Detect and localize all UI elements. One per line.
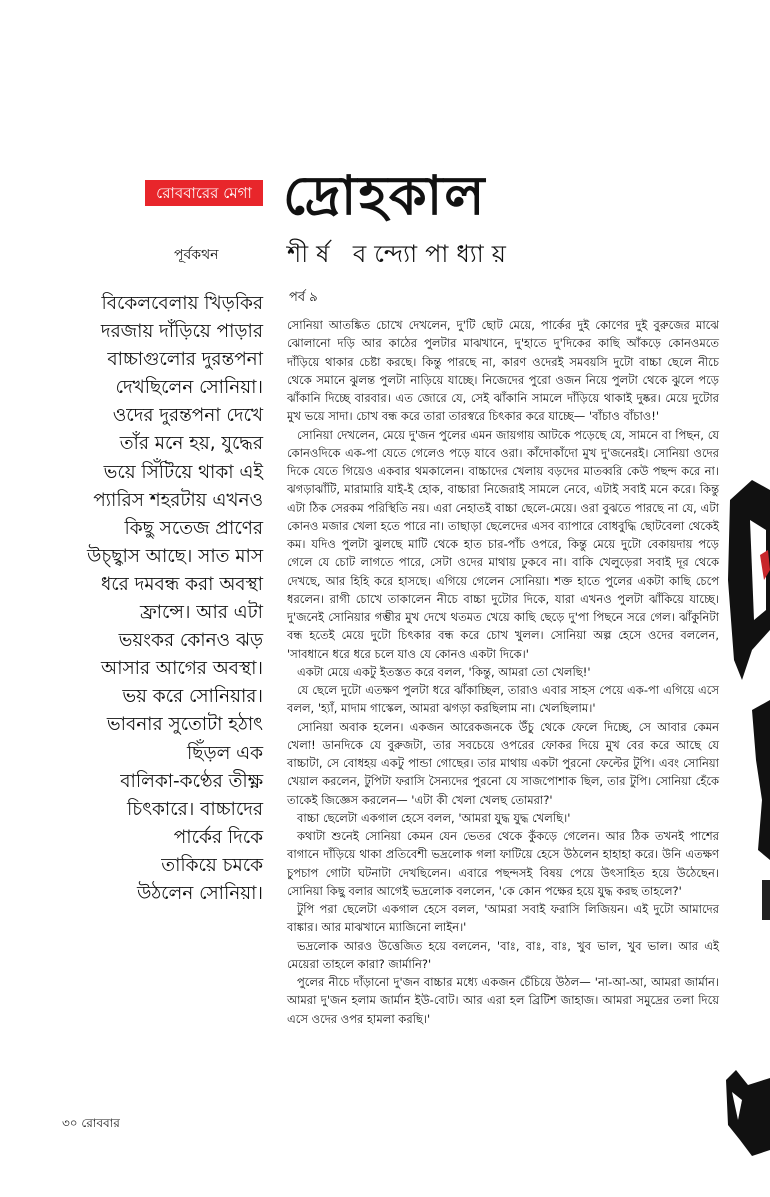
paragraph: সোনিয়া আতঙ্কিত চোখে দেখলেন, দু'টি ছোট মেয়ে, পার্কের দুই কোণের দুই বুরুজের মাঝে ঝোলানো দড়ি আর কাঠের পুলটার মাঝখানে, দু'হাতে দু'দিকের কাছি আঁকড়ে কোনওমতে দাঁড়িয়ে থাকার চেষ্টা করছে। কিন্তু পারছে না, কারণ ওদেরই সমবয়সি দুটো বাচ্চা ছেলে নীচে থেকে সমানে ঝুলন্ত পুলটা নাড়িয়ে যাচ্ছে। নিজেদের পুরো ওজন নিয়ে পুলটা থেকে ঝুলে পড়ে ঝাঁকানি দিচ্ছে বারবার। এত জোরে যে, সেই ঝাঁকানি সামলে দাঁড়িয়ে থাকাই দুষ্কর। মেয়ে দুটোর মুখ ভয়ে সাদা। চোখ বন্ধ করে তারা তারস্বরে চিৎকার করে যাচ্ছে— 'বাঁচাও বাঁচাও!' [287,318,719,424]
section-tag: রোববারের মেগা [145,180,263,206]
pull-quote-line: দরজায় দাঁড়িয়ে পাড়ার [100,321,263,343]
paragraph: টুপি পরা ছেলেটা একগাল হেসে বলল, 'আমরা সবাই ফরাসি লিজিয়ন। এই দুটো আমাদের বাঙ্কার। আর মাঝখানে ম্যাজিনো লাইন।' [287,902,719,935]
pull-quote-line: বাচ্চাগুলোর দুরন্তপনা [107,349,263,371]
pull-quote-line: ধরে দমবন্ধ করা অবস্থা [100,573,263,595]
paragraph: একটা মেয়ে একটু ইতস্তত করে বলল, 'কিন্তু, আমরা তো খেলছি!' [297,664,591,679]
paragraph: সোনিয়া দেখলেন, মেয়ে দু'জন পুলের এমন জায়গায় আটকে পড়েছে যে, সামনে বা পিছন, যে কোনওদিকে এক-পা যেতে গেলেও পড়ে যাবে ওরা। কাঁদোকাঁদো মুখ দু'জনেরই। সোনিয়া ওদের দিকে যেতে গিয়েও একবার থমকালেন। বাচ্চাদের খেলায় বড়দের মাতব্বরি কেউ পছন্দ করে না। ঝগড়াঝাঁটি, মারামারি যাই-ই হোক, বাচ্চারা নিজেরাই সামলে নেবে, এটাই সবাই মনে করে। কিন্তু এটা ঠিক সেরকম পরিস্থিতি নয়। এরা নেহাতই বাচ্চা ছেলে-মেয়ে। ওরা বুঝতে পারছে না যে, এটা কোনও মজার খেলা হতে পারে না। তাছাড়া ছেলেদের এসব ব্যাপারে বোধবুদ্ধি ছোটবেলা থেকেই কম। যদিও পুলটা ঝুলছে মাটি থেকে হাত চার-পাঁচ ওপরে, কিন্তু মেয়ে দুটো বেকায়দায় পড়ে গেলে যে চোট লাগতে পারে, সেটা ওদের মাথায় ঢুকবে না। বাকি খেলুড়েরা সবাই দূর থেকে দেখছে, আর হিহি করে হাসছে। এগিয়ে গেলেন সোনিয়া। শক্ত হাতে পুলের একটা কাছি চেপে ধরলেন। রাগী চোখে তাকালেন নীচে বাচ্চা দুটোর দিকে, যারা এখনও পুলটা ঝাঁকিয়ে যাচ্ছে। দু'জনেই সোনিয়ার গম্ভীর মুখ দেখে থতমত খেয়ে কাছি ছেড়ে দু'পা পিছনে সরে গেল। ঝাঁকুনিটা বন্ধ হতেই মেয়ে দুটো চিৎকার বন্ধ করে চোখ খুলল। সোনিয়া অল্প হেসে ওদের বললেন, 'সাবধানে ধরে ধরে চলে যাও যে কোনও একটা দিকে।' [287,427,719,661]
pull-quote-line: তাকিয়ে চমকে [161,854,263,876]
pull-quote-line: ভয়ংকর কোনও ঝড় [118,630,263,652]
pull-quote-line: পার্কের দিকে [173,826,263,848]
previous-summary-label: পূর্বকথন [174,247,219,263]
pull-quote-line: উঠলেন সোনিয়া। [137,882,263,904]
paragraph: কথাটা শুনেই সোনিয়া কেমন যেন ভেতর থেকে কুঁকড়ে গেলেন। আর ঠিক তখনই পাশের বাগানে দাঁড়িয়ে থাকা প্রতিবেশী ভদ্রলোক গলা ফাটিয়ে হেসে উঠলেন হাহাহা করে। উনি এতক্ষণ চুপচাপ গোটা ঘটনাটা দেখছিলেন। এবারে পছন্দসই বিষয় পেয়ে উৎসাহিত হয়ে উঠেছেন। সোনিয়া কিছু বলার আগেই ভদ্রলোক বললেন, 'কে কোন পক্ষের হয়ে যুদ্ধ করছ তাহলে?' [287,829,719,898]
pull-quote-line: ওদের দুরন্তপনা দেখে [112,405,263,427]
article-body [287,316,719,1028]
author-name: শীর্ষ বন্দ্যোপাধ্যায় [287,240,514,268]
illustration-fragment [722,380,770,1160]
pull-quote-line: ভয় করে সোনিয়ার। [122,686,263,708]
pull-quote-line: প্যারিস শহরটায় এখনও [93,489,263,511]
pull-quote-line: বিকেলবেলায় খিড়কির [101,293,263,314]
page-footer: ৩০ রোববার [62,1116,120,1130]
paragraph: পুলের নীচে দাঁড়ানো দু'জন বাচ্চার মধ্যে একজন চেঁচিয়ে উঠল— 'না-আ-আ, আমরা জার্মান। আমরা দু'জন হলাম জার্মান ইউ-বোট। আর এরা হল ব্রিটিশ জাহাজ। আমরা সমুদ্রের তলা দিয়ে এসে ওদের ওপর হামলা করছি।' [287,975,719,1026]
pull-quote-line: বালিকা-কণ্ঠের তীক্ষ্ণ [120,770,263,792]
pull-quote-line: উচ্ছ্বাস আছে। সাত মাস [87,545,263,567]
paragraph: ভদ্রলোক আরও উত্তেজিত হয়ে বললেন, 'বাঃ, বাঃ, বাঃ, খুব ভাল, খুব ভাল। আর এই মেয়েরা তাহলে কারা? জার্মানি?' [287,938,719,971]
pull-quote-line: চিৎকারে। বাচ্চাদের [127,798,263,820]
episode-number: পর্ব ৯ [289,290,318,305]
pull-quote-line: ফ্রান্সে। আর এটা [140,602,263,624]
paragraph: যে ছেলে দুটো এতক্ষণ পুলটা ধরে ঝাঁকাচ্ছিল, তারাও এবার সাহস পেয়ে এক-পা এগিয়ে এসে বলল, 'হ্যাঁ, মাদাম গাস্কেল, আমরা ঝগড়া করছিলাম না। খেলছিলাম।' [287,683,719,716]
pull-quote-line: আসার আগের অবস্থা। [101,658,263,680]
pull-quote-line: দেখছিলেন সোনিয়া। [115,377,263,399]
pull-quote-line: ভয়ে সিঁটিয়ে থাকা এই [103,461,263,483]
paragraph: বাচ্চা ছেলেটা একগাল হেসে বলল, 'আমরা যুদ্ধ যুদ্ধ খেলছি।' [297,810,571,825]
pull-quote-line: তাঁর মনে হয়, যুদ্ধের [119,433,263,455]
story-title: দ্রোহকাল [283,164,487,227]
pull-quote-line: ভাবনার সুতোটা হঠাৎ [106,714,263,736]
pull-quote-line: কিছু সতেজ প্রাণের [124,517,263,539]
pull-quote-line: ছিঁড়ল এক [187,742,263,764]
pull-quote [55,290,263,908]
paragraph: সোনিয়া অবাক হলেন। একজন আরেকজনকে উঁচু থেকে ফেলে দিচ্ছে, সে আবার কেমন খেলা! ডানদিকে যে বুরুজটা, তার সবচেয়ে ওপরের ফোকর দিয়ে মুখ বের করে আছে যে বাচ্চাটা, সে বোধহয় একটু পান্ডা গোছের। তার মাথায় একটা পুরনো ফেল্টের টুপি। এবং সোনিয়া খেয়াল করলেন, টুপিটা ফরাসি সৈন্যদের পুরনো যে সাজপোশাক ছিল, তার টুপি। সোনিয়া হেঁকে তাকেই জিজ্ঞেস করলেন— 'এটা কী খেলা খেলছ তোমরা?' [287,719,719,807]
